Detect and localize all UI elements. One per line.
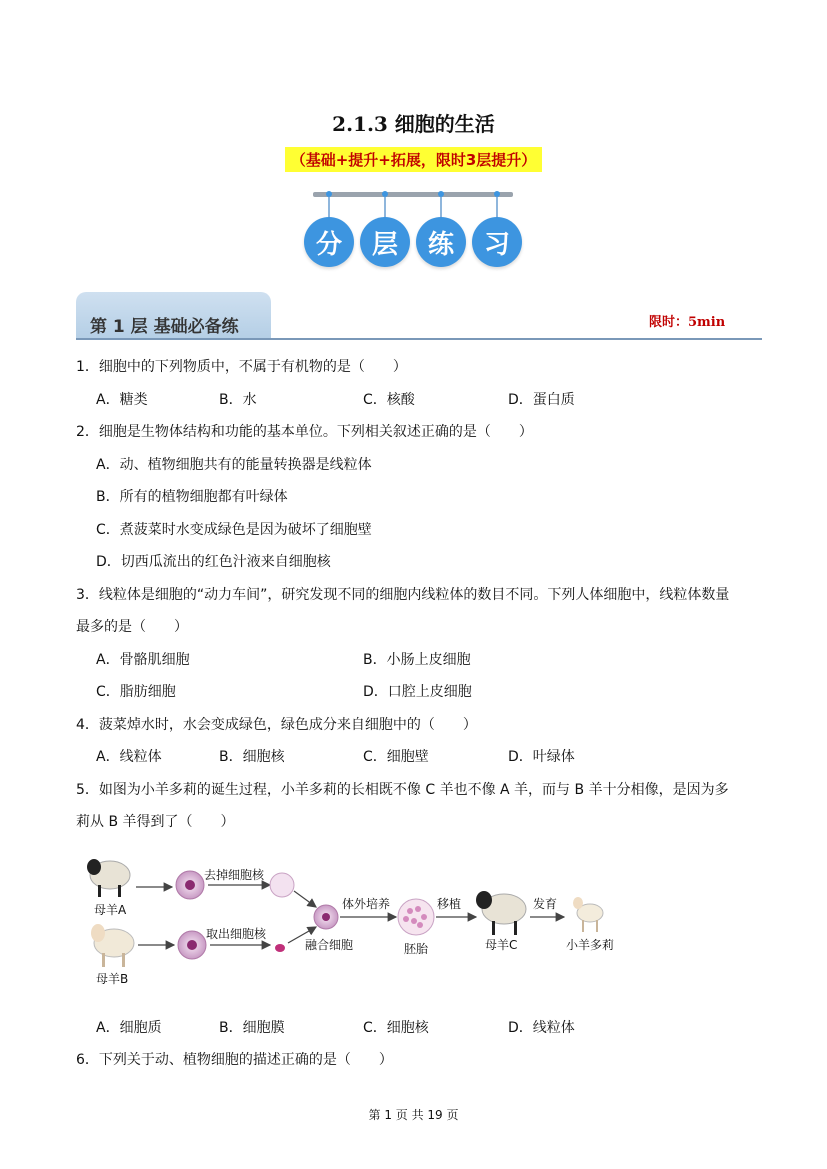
label-sheep-c: 母羊C (485, 938, 518, 952)
option: B．细胞核 (219, 749, 285, 765)
option: A．糖类 (96, 392, 148, 408)
question-stem-line: 3．线粒体是细胞的“动力车间”，研究发现不同的细胞内线粒体的数目不同。下列人体细胞中，线粒体数量 (76, 587, 730, 603)
label-transplant: 移植 (437, 897, 462, 911)
question-stem: 1．细胞中的下列物质中，不属于有机物的是（ ） (76, 359, 407, 375)
option: D．切西瓜流出的红色汁液来自细胞核 (96, 554, 331, 570)
badge-dot (494, 191, 500, 197)
option: D．线粒体 (508, 1020, 575, 1036)
option: C．细胞壁 (363, 749, 429, 765)
dolly-icon (573, 897, 603, 932)
label-fused-cell: 融合细胞 (305, 938, 354, 952)
badge-stem (440, 196, 442, 218)
option: C．细胞核 (363, 1020, 429, 1036)
page-title: 2.1.3 细胞的生活 (332, 112, 495, 136)
question-stem-line: 5．如图为小羊多莉的诞生过程，小羊多莉的长相既不像 C 羊也不像 A 羊，而与 B 羊十分相像，是因为多 (76, 782, 729, 798)
badge-circle: 层 (360, 217, 410, 267)
nucleus (185, 880, 195, 890)
badge-bar (313, 192, 513, 197)
sheep-a-icon (87, 859, 130, 897)
badge-circle: 习 (472, 217, 522, 267)
badge-dot (382, 191, 388, 197)
badge-stem (328, 196, 330, 218)
arrow (294, 891, 316, 907)
badge-circle: 分 (304, 217, 354, 267)
option: C．脂肪细胞 (96, 684, 176, 700)
subtitle: （基础+提升+拓展，限时3层提升） (285, 147, 543, 172)
label-sheep-a: 母羊A (94, 903, 127, 917)
option: D．蛋白质 (508, 392, 575, 408)
label-take-nucleus: 取出细胞核 (206, 927, 267, 941)
question-stem-line: 莉从 B 羊得到了（ ） (76, 814, 235, 830)
question-stem: 4．菠菜焯水时，水会变成绿色，绿色成分来自细胞中的（ ） (76, 717, 477, 733)
badge-stem (496, 196, 498, 218)
section-title: 第 1 层 基础必备练 (90, 317, 239, 337)
sheep-c-icon (476, 891, 526, 935)
option: B．小肠上皮细胞 (363, 652, 471, 668)
cloning-diagram (84, 845, 624, 995)
badge-dot (326, 191, 332, 197)
badge-dot (438, 191, 444, 197)
option: A．动、植物细胞共有的能量转换器是线粒体 (96, 457, 372, 473)
sheep-b-icon (91, 924, 134, 967)
label-sheep-b: 母羊B (96, 972, 129, 986)
subtitle-wrap (0, 147, 827, 172)
label-in-vitro: 体外培养 (342, 897, 391, 911)
option: B．所有的植物细胞都有叶绿体 (96, 489, 288, 505)
option: D．口腔上皮细胞 (363, 684, 472, 700)
option: A．骨骼肌细胞 (96, 652, 190, 668)
nucleus (322, 913, 330, 921)
enucleated-egg (270, 873, 294, 897)
label-develop: 发育 (533, 897, 558, 911)
embryo (398, 899, 434, 935)
option: A．线粒体 (96, 749, 162, 765)
option: A．细胞质 (96, 1020, 162, 1036)
question-stem: 6．下列关于动、植物细胞的描述正确的是（ ） (76, 1052, 393, 1068)
option: C．煮菠菜时水变成绿色是因为破坏了细胞壁 (96, 522, 372, 538)
option: B．水 (219, 392, 257, 408)
option: D．叶绿体 (508, 749, 575, 765)
label-embryo: 胚胎 (404, 942, 429, 956)
badge-circle: 练 (416, 217, 466, 267)
time-limit: 限时：5min (649, 315, 726, 330)
option: C．核酸 (363, 392, 415, 408)
question-stem: 2．细胞是生物体结构和功能的基本单位。下列相关叙述正确的是（ ） (76, 424, 533, 440)
question-stem-line: 最多的是（ ） (76, 619, 188, 635)
label-dolly: 小羊多莉 (566, 938, 615, 952)
option: B．细胞膜 (219, 1020, 285, 1036)
badge-stem (384, 196, 386, 218)
section-divider (76, 338, 762, 340)
label-remove-nucleus: 去掉细胞核 (204, 868, 265, 882)
isolated-nucleus (275, 944, 285, 952)
page-number: 第 1 页 共 19 页 (368, 1108, 459, 1122)
nucleus (187, 940, 197, 950)
